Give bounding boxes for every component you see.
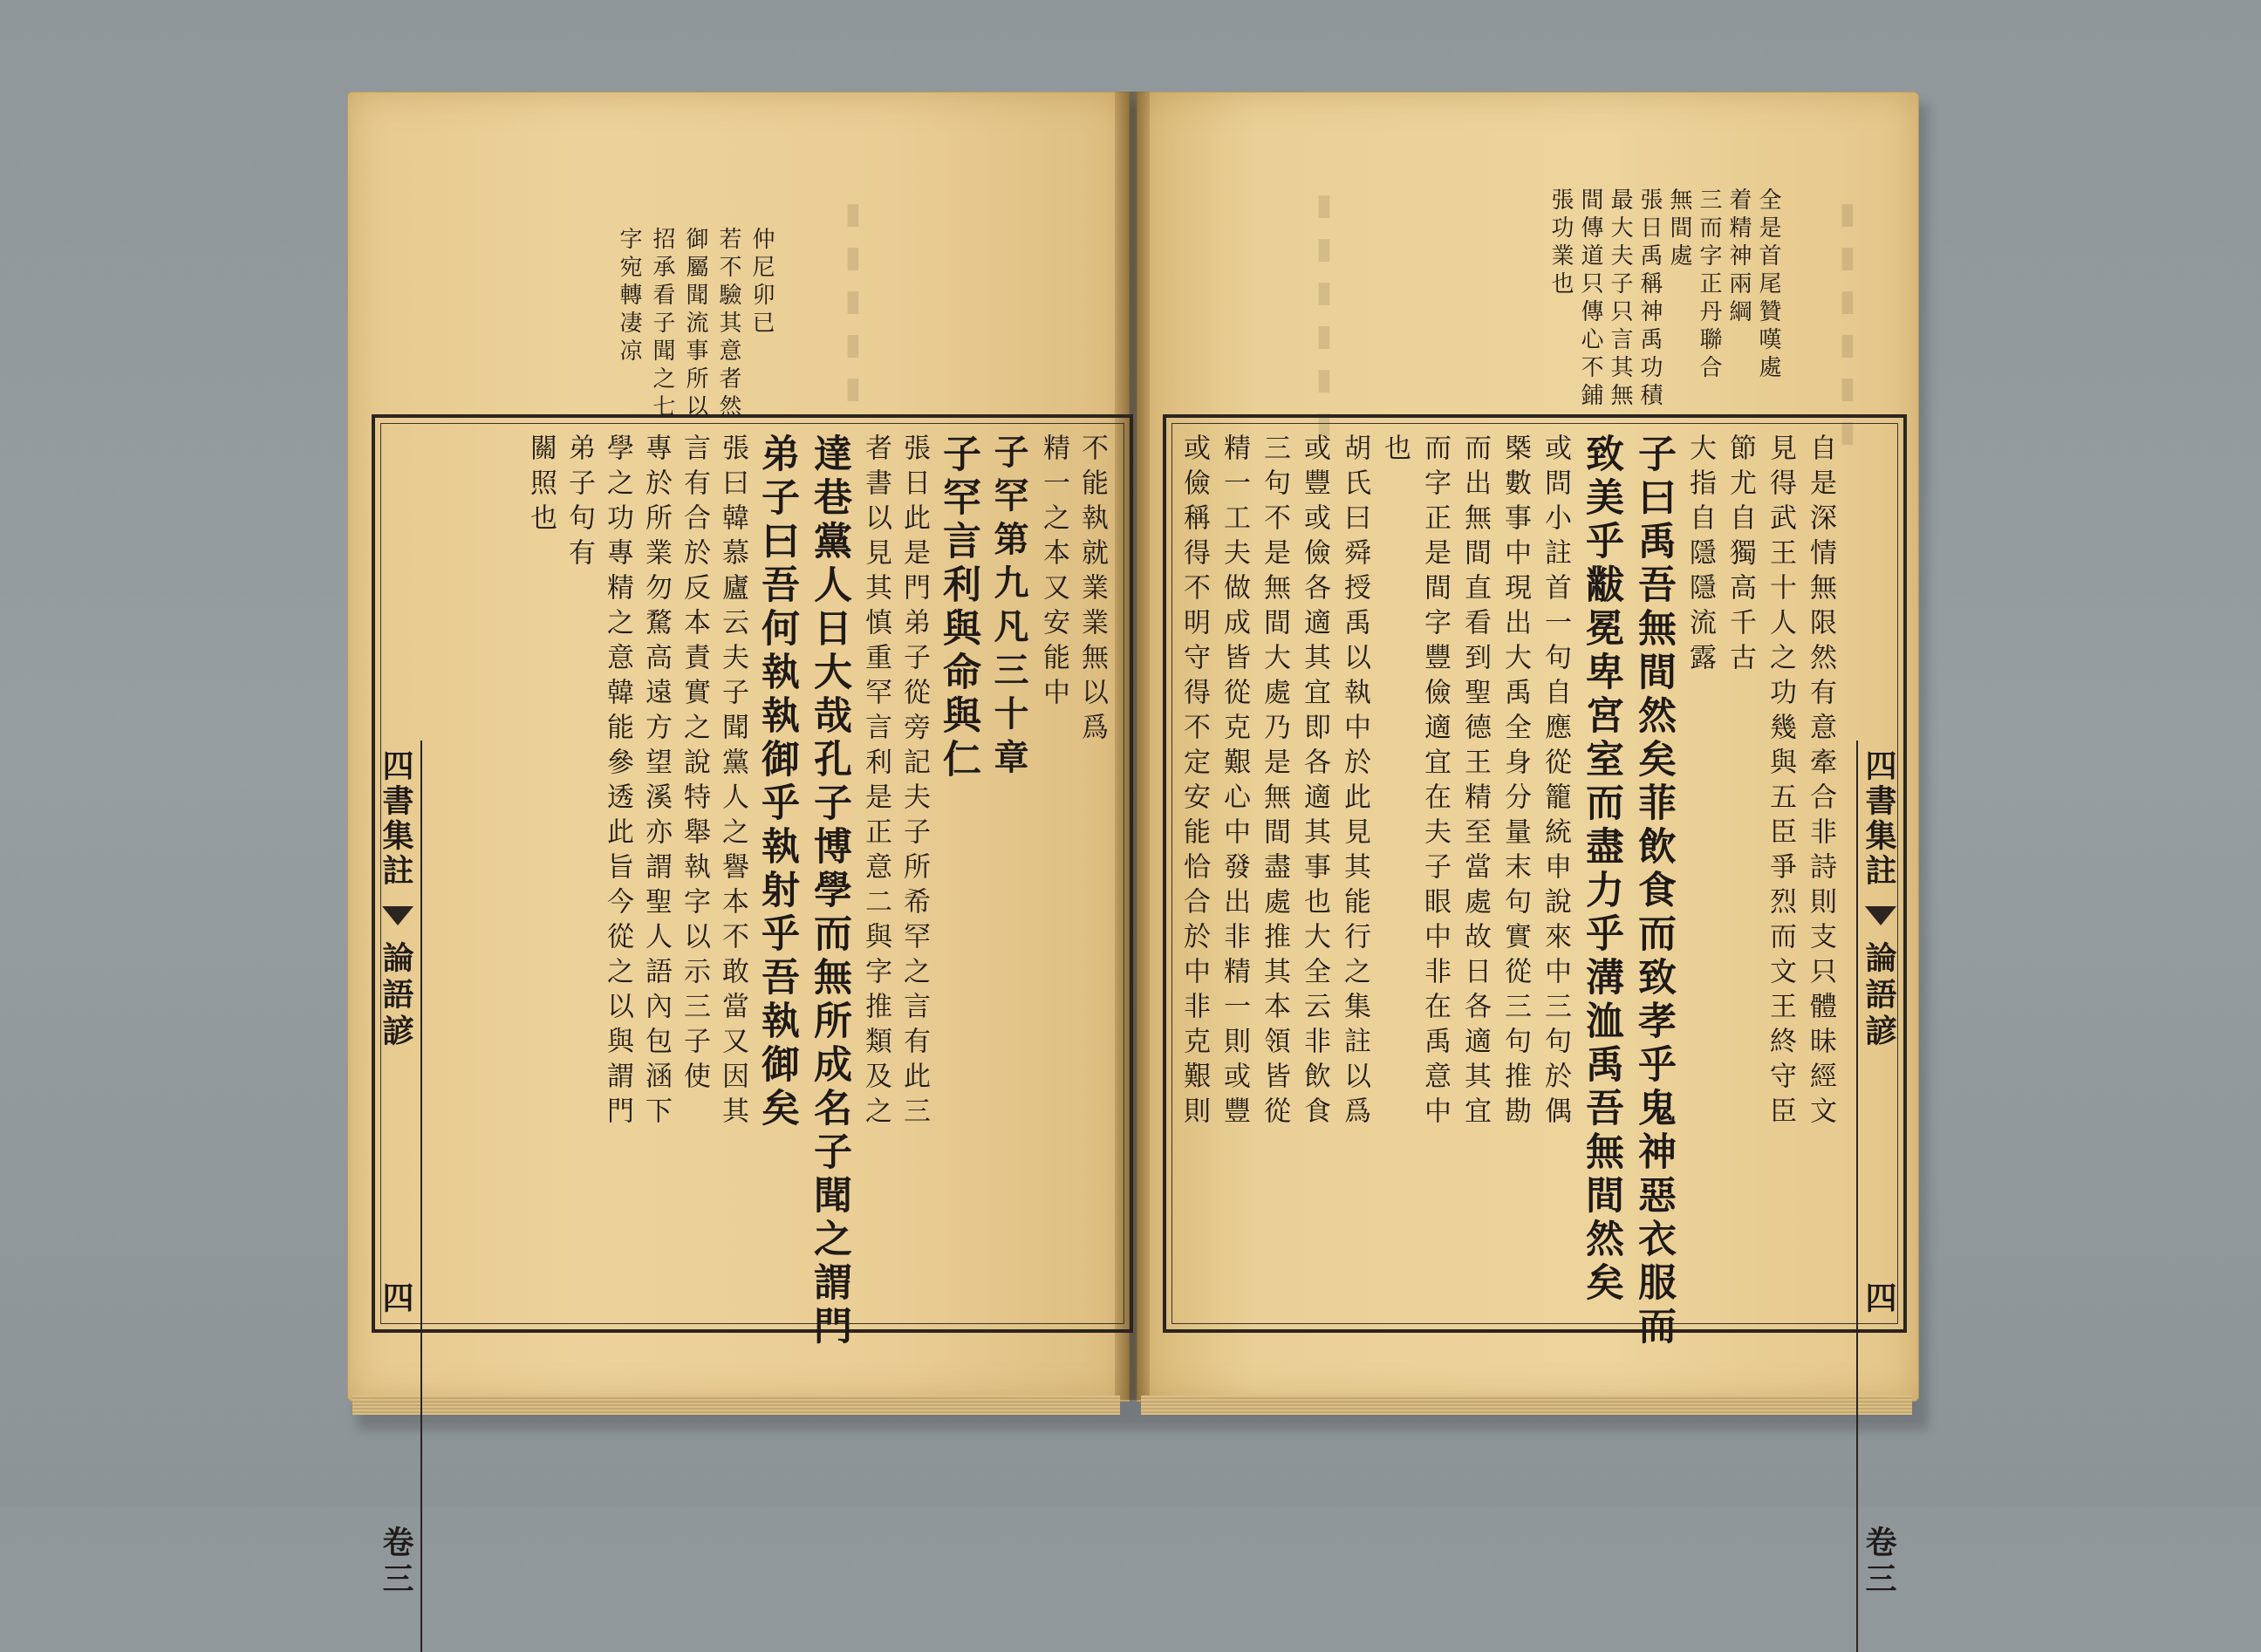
bleed-through-texture: ▮▮▮▮▮▮	[1307, 188, 1342, 449]
text-column: 張曰韓慕廬云夫子聞黨人之譽本不敢當又因其	[717, 433, 748, 1131]
text-column: 見得武王十人之功幾與五臣爭烈而文王終守臣	[1765, 433, 1796, 1131]
margin-note: 若不驗其意者然	[715, 227, 741, 422]
banxin-folio: 四	[378, 1281, 414, 1313]
margin-note: 着精神兩綱	[1725, 188, 1752, 327]
banxin-book-title: 四書集註	[378, 749, 414, 889]
text-column: 致美乎黻冕卑宮室而盡力乎溝洫禹吾無間然矣	[1579, 433, 1623, 1306]
banxin-volume: 卷三	[1861, 1526, 1897, 1599]
margin-note: 張日禹稱神禹功積	[1636, 188, 1663, 411]
right-center-column	[1856, 741, 1903, 1652]
margin-note: 仲尼卯已	[748, 227, 775, 338]
text-column: 節尤自獨高千古	[1725, 433, 1756, 678]
right-page-edges	[1141, 1396, 1912, 1415]
text-column: 子曰禹吾無間然矣菲飲食而致孝乎鬼神惡衣服而	[1631, 433, 1676, 1349]
text-column: 或儉稱得不明守得不定安能恰合於中非克艱則	[1178, 433, 1210, 1131]
text-column: 關照也	[525, 433, 557, 538]
text-column: 弟子曰吾何執執御乎執射乎吾執御矣	[755, 433, 799, 1131]
margin-note: 三而字正丹聯合	[1696, 188, 1722, 383]
margin-note: 間傳道只傳心不鋪	[1577, 188, 1603, 411]
text-column: 精一之本又安能中	[1038, 433, 1069, 713]
left-page-edges	[352, 1396, 1120, 1415]
margin-note: 無間處	[1666, 188, 1692, 271]
margin-note: 御屬聞流事所以	[682, 227, 708, 422]
text-column: 不能執就業業無以爲	[1076, 433, 1108, 747]
open-book	[347, 92, 1917, 1599]
left-text-frame	[372, 414, 1133, 1599]
text-column: 達巷黨人日大哉孔子博學而無所成名子聞之謂門	[807, 433, 851, 1349]
text-column: 專於所業勿騖高遠方望溪亦謂聖人語內包涵下	[640, 433, 672, 1131]
bleed-through-texture: ▮▮▮▮▮	[836, 196, 871, 414]
banxin-book-title: 四書集註	[1861, 749, 1897, 889]
text-column: 而字正是間字豐儉適宜在夫子眼中非在禹意中	[1419, 433, 1451, 1131]
fish-tail-mark	[1865, 906, 1896, 925]
text-column: 或豐或儉各適其宜即各適其事也大全云非飲食	[1299, 433, 1330, 1131]
margin-note: 全是首尾贊嘆處	[1755, 188, 1781, 383]
text-column: 言有合於反本責實之說特舉執字以示三子使	[679, 433, 710, 1096]
margin-note: 字宛轉凄凉	[616, 227, 642, 366]
text-column: 弟子句有	[564, 433, 595, 573]
text-column: 子罕第九凡三十章	[988, 433, 1029, 782]
text-column: 自是深情無限然有意牽合非詩則支只體昧經文	[1805, 433, 1836, 1131]
fish-tail-mark	[382, 906, 413, 925]
text-column: 而出無間直看到聖德王精至當處故日各適其宜	[1459, 433, 1491, 1131]
text-column: 子罕言利與命與仁	[936, 433, 980, 782]
text-column: 學之功專精之意韓能參透此旨今從之以與謂門	[602, 433, 633, 1131]
text-column: 槩數事中現出大禹全身分量末句實從三句推勘	[1499, 433, 1531, 1131]
text-column: 三句不是無間大處乃是無間盡處推其本領皆從	[1259, 433, 1290, 1131]
left-center-column	[375, 741, 422, 1652]
banxin-section: 論語諺	[1861, 941, 1897, 1051]
text-column: 或問小註首一句自應從籠統申說來中三句於偶	[1540, 433, 1571, 1131]
text-column: 精一工夫做成皆從克艱心中發出非精一則或豐	[1219, 433, 1250, 1131]
margin-note: 最大夫子只言其無	[1607, 188, 1633, 411]
margin-note: 張功業也	[1547, 188, 1574, 299]
right-text-frame	[1163, 414, 1907, 1599]
banxin-section: 論語諺	[378, 941, 414, 1051]
bleed-through-texture: ▮▮▮▮▮▮	[1830, 196, 1865, 458]
banxin-folio: 四	[1861, 1281, 1897, 1313]
banxin-volume: 卷三	[378, 1526, 414, 1599]
text-column: 胡氏曰舜授禹以執中於此見其能行之集註以爲	[1339, 433, 1370, 1131]
text-column: 者書以見其慎重罕言利是正意二與字推類及之	[860, 433, 891, 1131]
text-column: 大指自隱隱流露	[1684, 433, 1716, 678]
text-column: 張日此是門弟子從旁記夫子所希罕之言有此三	[898, 433, 930, 1131]
margin-note: 招承看子聞之七	[649, 227, 675, 422]
text-column: 也	[1379, 433, 1411, 468]
